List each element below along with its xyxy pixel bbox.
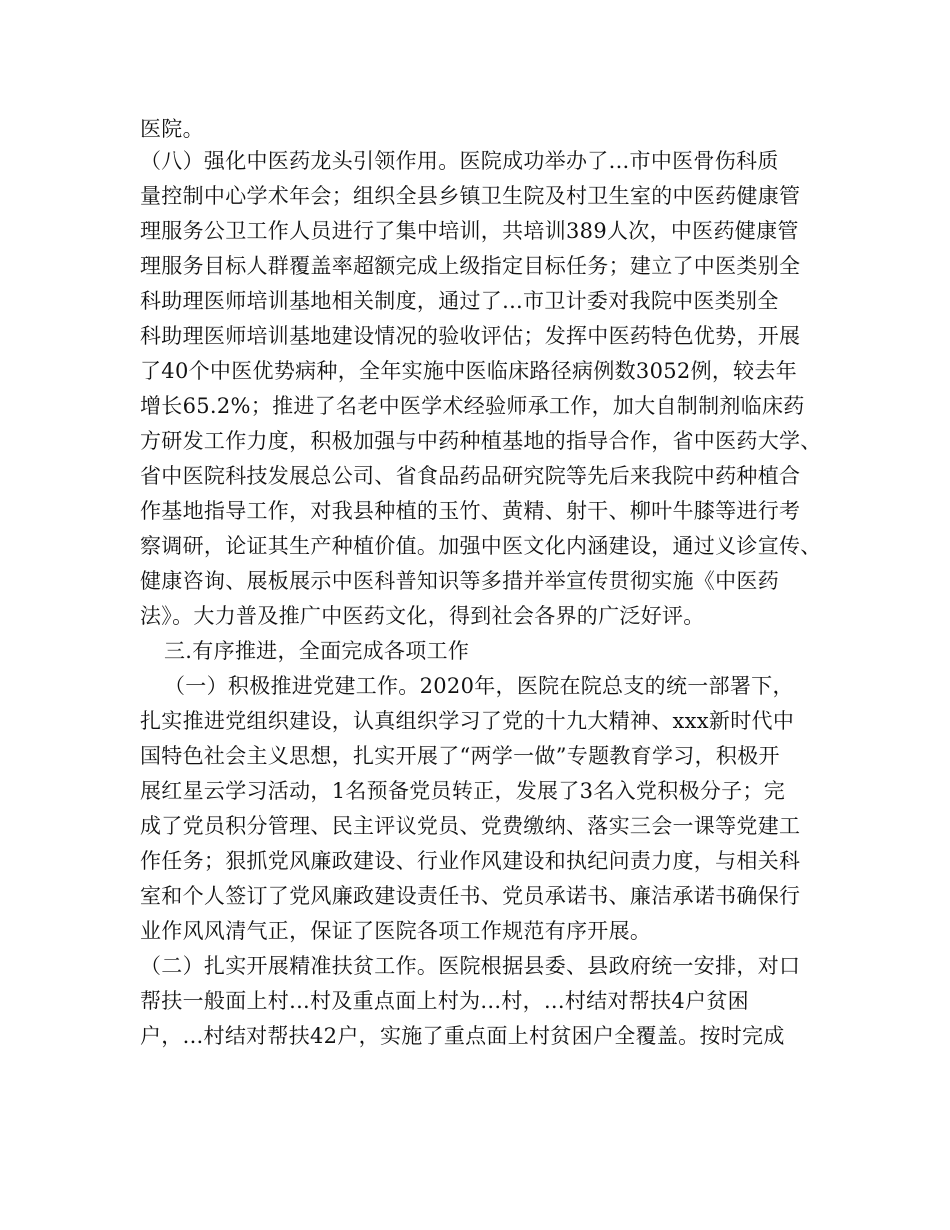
text-line: 量控制中心学术年会；组织全县乡镇卫生院及村卫生室的中医药健康管 bbox=[140, 184, 801, 208]
text-line: 健康咨询、展板展示中医科普知识等多措并举宣传贯彻实施《中医药 bbox=[140, 569, 779, 593]
text-line: 作基地指导工作，对我县种植的玉竹、黄精、射干、柳叶牛膝等进行考 bbox=[140, 499, 801, 523]
text-line: （二）扎实开展精准扶贫工作。医院根据县委、县政府统一安排，对口 bbox=[140, 954, 801, 978]
text-line: 医院。 bbox=[140, 117, 204, 141]
text-line: 了40个中医优势病种，全年实施中医临床路径病例数3052例，较去年 bbox=[140, 359, 798, 383]
text-line: 增长65.2%；推进了名老中医学术经验师承工作，加大自制制剂临床药 bbox=[140, 394, 805, 418]
text-line: 展红星云学习活动，1名预备党员转正，发展了3名入党积极分子；完 bbox=[140, 779, 786, 803]
text-line: 成了党员积分管理、民主评议党员、党费缴纳、落实三会一课等党建工 bbox=[140, 814, 801, 838]
text-line: （八）强化中医药龙头引领作用。医院成功举办了...市中医骨伤科质 bbox=[140, 149, 779, 173]
text-line: 法》。大力普及推广中医药文化，得到社会各界的广泛好评。 bbox=[140, 604, 705, 628]
text-line: （一）积极推进党建工作。2020年，医院在院总支的统一部署下， bbox=[164, 674, 794, 698]
text-line: 帮扶一般面上村...村及重点面上村为...村，...村结对帮扶4户贫困 bbox=[140, 989, 749, 1013]
text-line: 室和个人签订了党风廉政建设责任书、党员承诺书、廉洁承诺书确保行 bbox=[140, 884, 801, 908]
text-line: 理服务目标人群覆盖率超额完成上级指定目标任务；建立了中医类别全 bbox=[140, 254, 801, 278]
text-line: 户，...村结对帮扶42户，实施了重点面上村贫困户全覆盖。按时完成 bbox=[140, 1024, 785, 1048]
text-line: 扎实推进党组织建设，认真组织学习了党的十九大精神、xxx新时代中 bbox=[140, 709, 795, 733]
text-line: 省中医院科技发展总公司、省食品药品研究院等先后来我院中药种植合 bbox=[140, 464, 801, 488]
text-line: 科助理医师培训基地相关制度，通过了...市卫计委对我院中医类别全 bbox=[140, 289, 779, 313]
section-heading: 三.有序推进，全面完成各项工作 bbox=[164, 639, 470, 663]
text-line: 科助理医师培训基地建设情况的验收评估；发挥中医药特色优势，开展 bbox=[140, 324, 801, 348]
text-line: 理服务公卫工作人员进行了集中培训，共培训389人次，中医药健康管 bbox=[140, 219, 799, 243]
text-line: 察调研，论证其生产种植价值。加强中医文化内涵建设，通过义诊宣传、 bbox=[140, 534, 822, 558]
text-line: 方研发工作力度，积极加强与中药种植基地的指导合作，省中医药大学、 bbox=[140, 429, 822, 453]
text-line: 国特色社会主义思想，扎实开展了“两学一做”专题教育学习，积极开 bbox=[140, 744, 780, 768]
text-line: 作任务；狠抓党风廉政建设、行业作风建设和执纪问责力度，与相关科 bbox=[140, 849, 801, 873]
text-line: 业作风风清气正，保证了医院各项工作规范有序开展。 bbox=[140, 919, 652, 943]
